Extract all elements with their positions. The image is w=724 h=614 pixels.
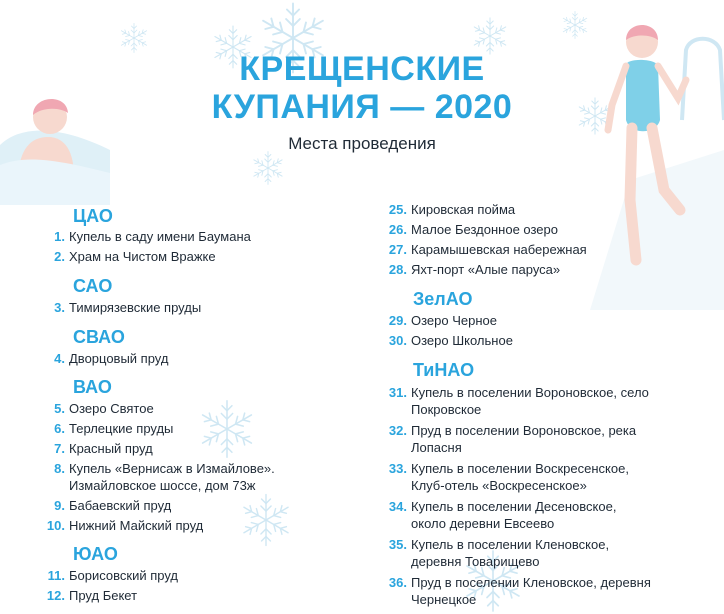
district-heading: СВАО — [73, 327, 125, 347]
title-line-2: КУПАНИЯ — 2020 — [211, 88, 513, 126]
district-heading: ЗелАО — [413, 289, 473, 309]
item-text: Тимирязевские пруды — [69, 300, 202, 315]
item-number: 36. — [388, 575, 407, 590]
item-text: Малое Бездонное озеро — [411, 222, 558, 237]
list-item — [40, 587, 370, 604]
district-heading: ТиНАО — [413, 360, 475, 380]
item-number: 4. — [54, 351, 65, 366]
item-text: Купель в поселении Воскресенское, Клуб-отель «Воскресенское» — [411, 461, 629, 493]
item-number: 6. — [54, 421, 65, 436]
item-text: Пруд Бекет — [69, 588, 138, 603]
item-text: Купель в поселении Десеновское, около деревни Евсеево — [411, 499, 617, 531]
list-item — [40, 567, 370, 584]
item-text: Кировская пойма — [411, 202, 516, 217]
list-item — [40, 350, 370, 367]
list-item — [380, 312, 724, 329]
item-number: 25. — [388, 202, 407, 217]
left-column — [40, 205, 370, 604]
list-item — [380, 574, 724, 608]
item-text: Нижний Майский пруд — [69, 518, 204, 533]
item-number: 31. — [388, 385, 407, 400]
list-item — [40, 420, 370, 437]
item-number: 7. — [54, 441, 65, 456]
title-line-1: КРЕЩЕНСКИЕ — [239, 50, 485, 88]
item-text: Озеро Черное — [411, 313, 497, 328]
item-text: Озеро Святое — [69, 401, 154, 416]
item-number: 29. — [388, 313, 407, 328]
snowflake-icon — [560, 10, 590, 40]
list-item — [40, 440, 370, 457]
item-number: 3. — [54, 300, 65, 315]
list-item — [40, 460, 370, 494]
list-item — [40, 299, 370, 316]
item-text: Пруд в поселении Кленовское, деревня Чернецкое — [411, 575, 651, 607]
item-text: Красный пруд — [69, 441, 153, 456]
item-text: Пруд в поселении Вороновское, река Лопасня — [411, 423, 637, 455]
item-number: 28. — [388, 262, 407, 277]
list-item — [380, 261, 724, 278]
list-item — [380, 498, 724, 532]
item-text: Борисовский пруд — [69, 568, 178, 583]
list-item — [380, 332, 724, 349]
item-text: Бабаевский пруд — [69, 498, 172, 513]
item-text: Карамышевская набережная — [411, 242, 587, 257]
item-text: Храм на Чистом Вражке — [69, 249, 216, 264]
item-number: 11. — [47, 568, 65, 583]
list-item — [40, 517, 370, 534]
list-item — [380, 241, 724, 258]
list-item — [380, 460, 724, 494]
list-item — [380, 384, 724, 418]
list-item — [380, 201, 724, 218]
right-column — [380, 201, 724, 608]
page-title — [0, 50, 724, 126]
item-number: 10. — [46, 518, 65, 533]
item-text: Купель в поселении Кленовское, деревня Товарищево — [411, 537, 610, 569]
list-item — [380, 536, 724, 570]
item-text: Купель «Вернисаж в Измайлове». Измайловское шоссе, дом 73ж — [69, 461, 275, 493]
list-item — [380, 221, 724, 238]
list-item — [380, 422, 724, 456]
item-number: 9. — [54, 498, 65, 513]
snowflake-icon — [250, 150, 286, 186]
item-number: 1. — [54, 229, 65, 244]
item-number: 8. — [54, 461, 65, 476]
item-text: Терлецкие пруды — [69, 421, 174, 436]
district-heading: САО — [73, 276, 113, 296]
district-heading: ВАО — [73, 377, 112, 397]
district-heading: ЮАО — [73, 544, 118, 564]
item-text: Купель в саду имени Баумана — [69, 229, 251, 244]
item-number: 33. — [388, 461, 407, 476]
list-item — [40, 497, 370, 514]
district-heading: ЦАО — [73, 206, 113, 226]
list-item — [40, 248, 370, 265]
page-subtitle: Места проведения — [288, 134, 436, 153]
item-number: 30. — [388, 333, 407, 348]
item-number: 35. — [388, 537, 407, 552]
item-number: 34. — [388, 499, 407, 514]
item-text: Купель в поселении Вороновское, село Покровское — [411, 385, 649, 417]
item-number: 2. — [54, 249, 65, 264]
list-item — [40, 400, 370, 417]
item-text: Дворцовый пруд — [69, 351, 169, 366]
item-text: Озеро Школьное — [411, 333, 513, 348]
item-number: 5. — [54, 401, 65, 416]
item-number: 26. — [388, 222, 407, 237]
item-number: 32. — [388, 423, 407, 438]
item-number: 12. — [46, 588, 65, 603]
list-item — [40, 228, 370, 245]
item-text: Яхт-порт «Алые паруса» — [411, 262, 561, 277]
item-number: 27. — [388, 242, 407, 257]
